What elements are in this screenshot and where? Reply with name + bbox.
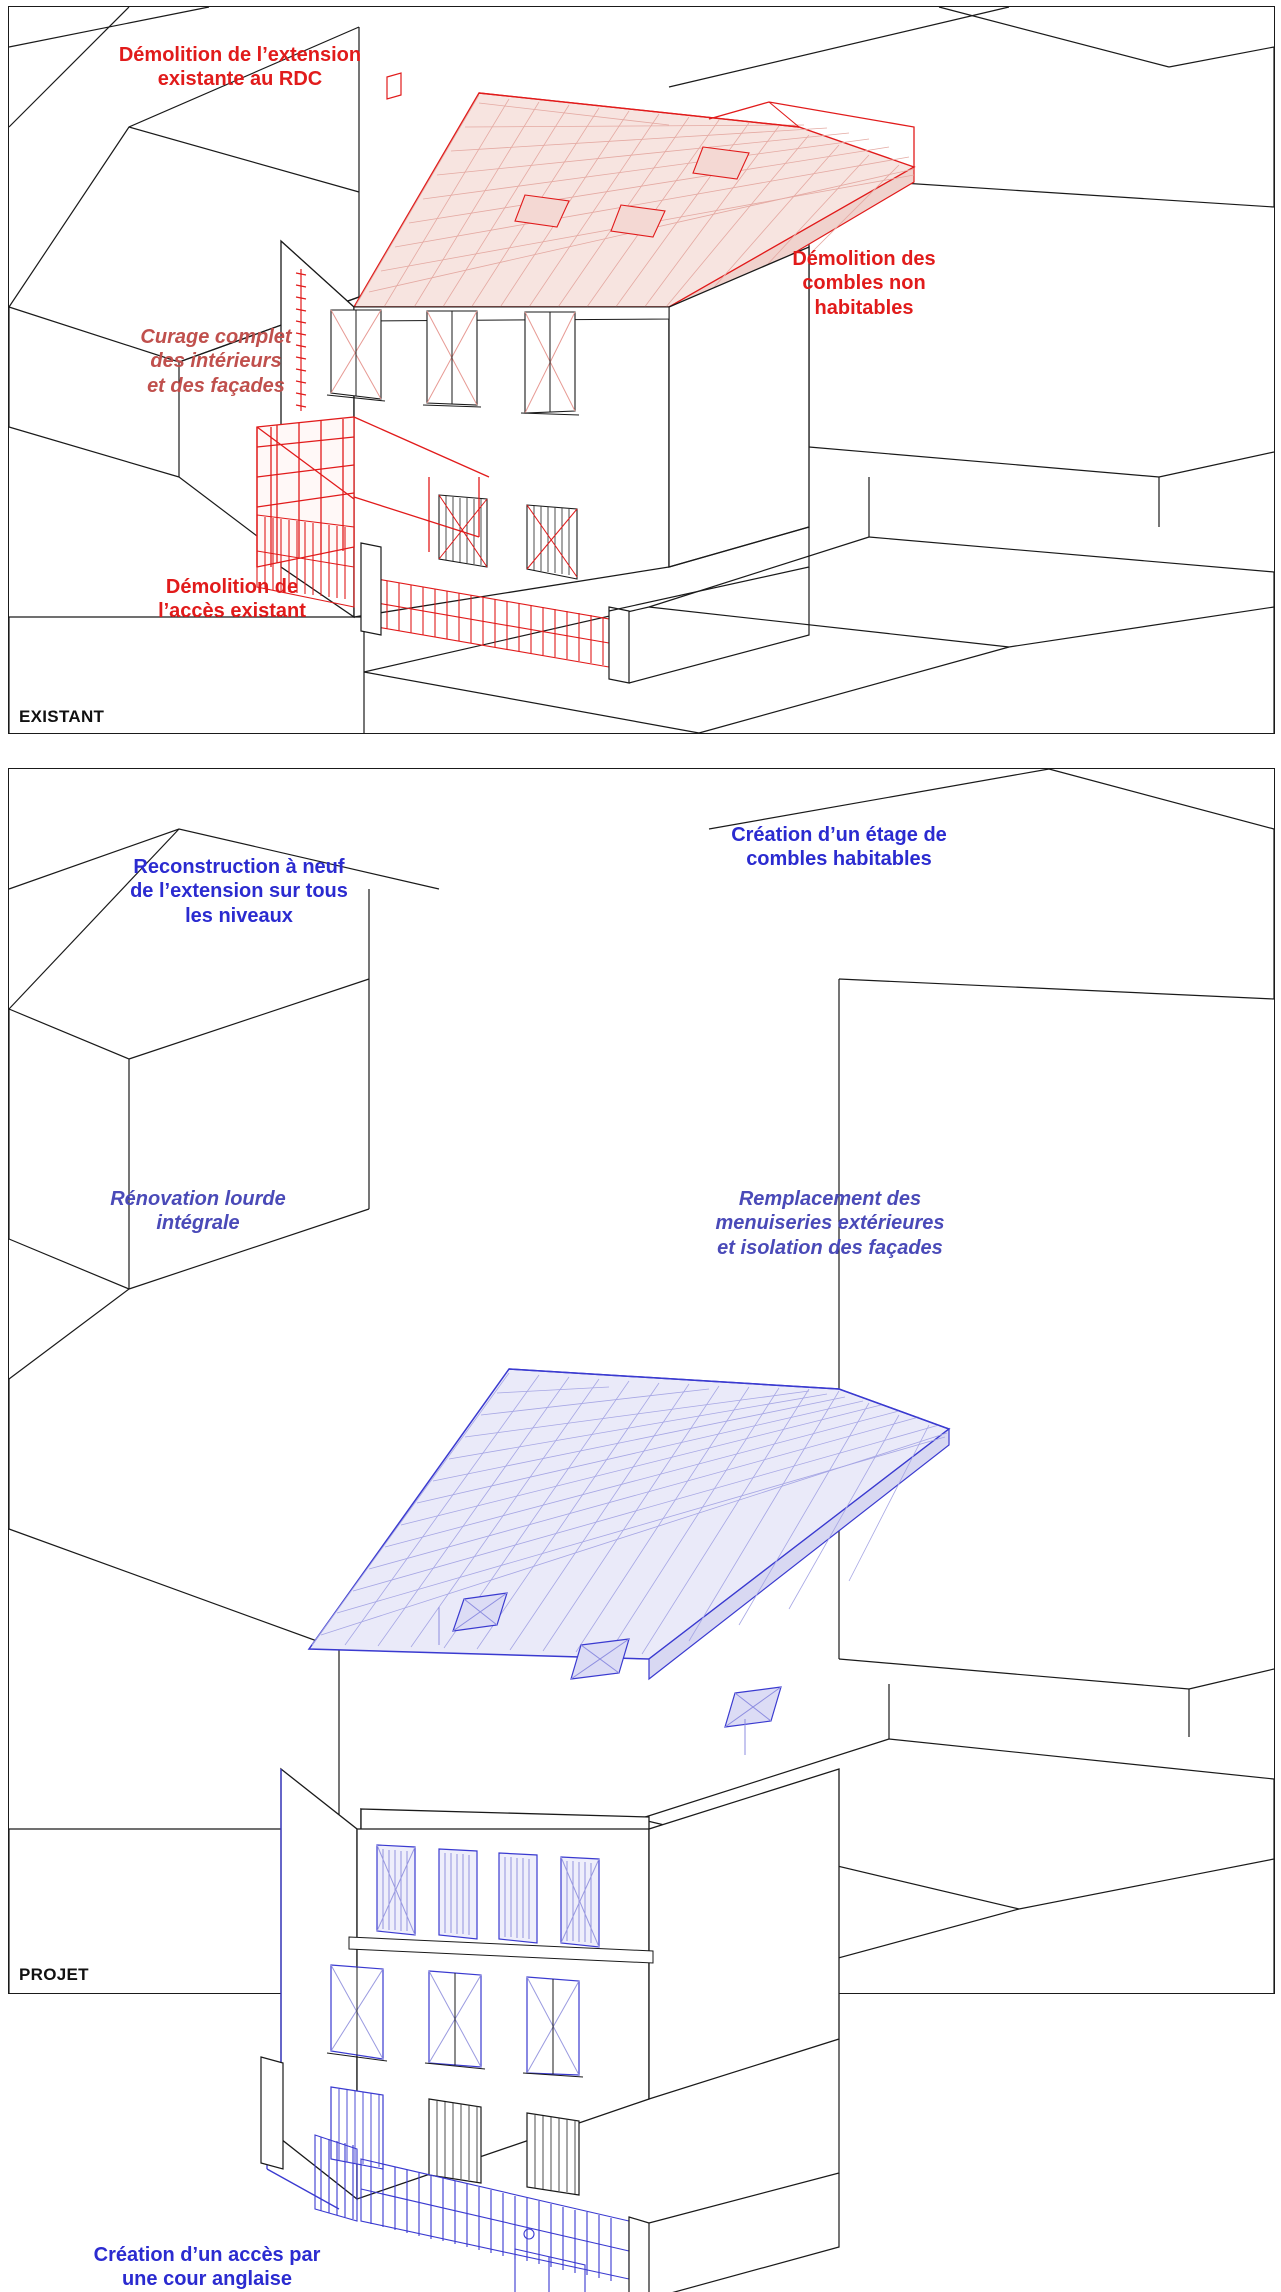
note-remplacement-menuiseries: Remplacement des menuiseries extérieures et isolation des façades — [715, 1188, 945, 1259]
note-demolition-acces: Démolition de l’accès existant — [158, 576, 306, 623]
projet-drawing — [9, 769, 1274, 1993]
note-reconstruction-extension: Reconstruction à neuf de l’extension sur tous les niveaux — [130, 856, 348, 927]
note-creation-etage-combles: Création d’un étage de combles habitables — [731, 824, 947, 871]
panel-existant — [8, 6, 1275, 734]
note-demolition-combles: Démolition des combles non habitables — [792, 248, 936, 319]
panel-caption-existant: EXISTANT — [19, 707, 105, 726]
panel-caption-projet: PROJET — [19, 1965, 89, 1984]
panel-projet — [8, 768, 1275, 2291]
note-curage-complet: Curage complet des intérieurs et des façades — [140, 326, 292, 397]
note-creation-acces-cour: Création d’un accès par une cour anglaise — [93, 2244, 321, 2291]
note-renovation-lourde: Rénovation lourde intégrale — [110, 1188, 286, 1235]
note-demolition-extension: Démolition de l’extension existante au RDC — [118, 44, 362, 91]
